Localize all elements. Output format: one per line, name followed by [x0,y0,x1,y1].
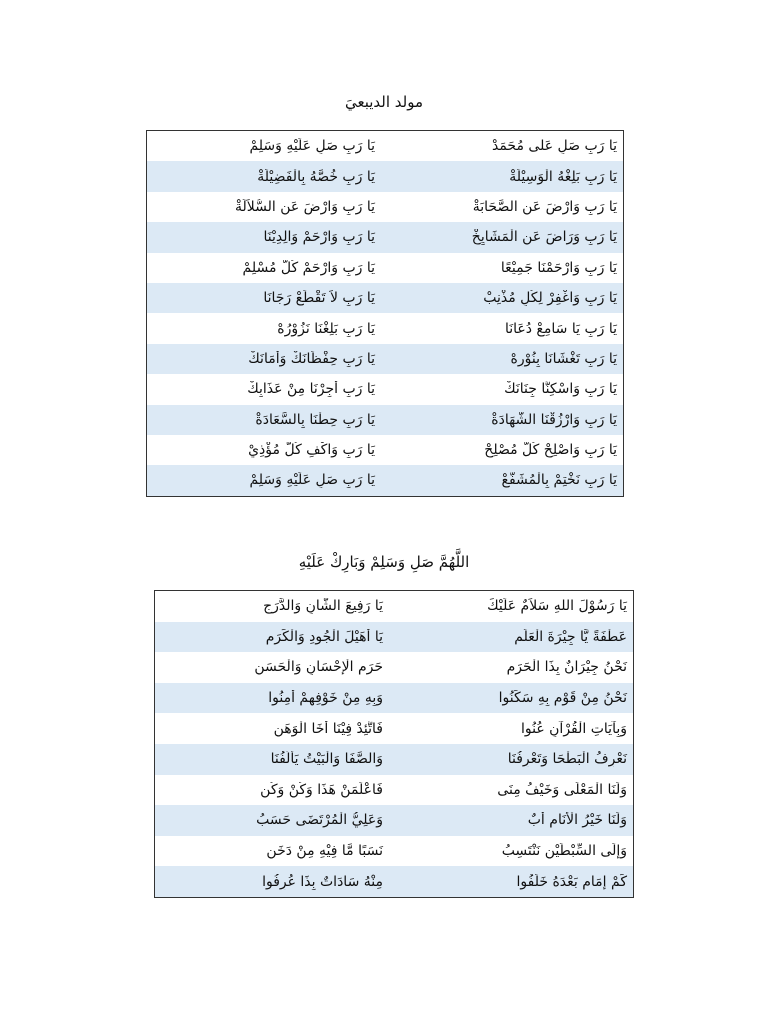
table-row [147,283,623,313]
verse-first-half: يَا رَبِ وَارْزُقْنَا الشَّهَادَةْ [491,411,617,428]
section-title-salawat: اللَّهُمَّ صَلِ وَسَلِمْ وَبَارِكْ عَلَيْهِ [298,553,470,571]
poem-table-ya-rasulallah [154,590,634,898]
verse-first-half: يَا رَبِ نَخْتِمْ بِالْمُشَفَّعْ [501,472,617,489]
verse-second-half: وَالصَّفَا وَالْبَيْتُ يَأْلُفُنَا [270,751,383,768]
verse-first-half: وَلَنَا خَيْرُ الْأَنَامِ أَبٌ [527,812,627,829]
verse-first-half: نَحْنُ مِنْ قَوْمٍ بِهِ سَكَنُوا [498,690,627,707]
table-row [147,435,623,465]
verse-second-half: يَا رَبِ حِطْنَا بِالسَّعَادَةْ [255,411,375,428]
verse-first-half: كَمْ إِمَامٍ بَعْدَهُ خَلَفُوا [516,873,627,890]
table-row [147,374,623,404]
verse-first-half: يَا رَبِ وَارْضَ عَنِ الصَّحَابَةْ [472,198,617,215]
verse-first-half: يَا رَبِ بَلِغْهُ الْوَسِيْلَةْ [509,168,617,185]
table-row [147,131,623,161]
verse-first-half: يَا رَبِ تَغْشَانَا بِنُوْرِهْ [510,350,617,367]
table-row [147,465,623,495]
table-row [155,622,633,653]
verse-first-half: نَعْرِفُ الْبَطْحَا وَتَعْرِفُنَا [507,751,627,768]
table-row [147,253,623,283]
table-row [155,683,633,714]
verse-second-half: وَبِهِ مِنْ خَوْفِهِمْ أَمِنُوا [268,690,383,707]
verse-second-half: يَا رَبِ وَارْحَمْ كُلَّ مُسْلِمْ [242,259,375,276]
table-row [147,313,623,343]
table-row [147,405,623,435]
verse-second-half: يَا أُهَيْلَ الْجُودِ وَالْكَرَمِ [265,628,383,645]
table-row [147,222,623,252]
verse-second-half: فَاعْلَمَنْ هَذَا وَكُنْ وَكُنِ [260,781,383,798]
verse-second-half: فَاتَّئِدْ فِيْنَا أَخَا الْوَهَنِ [273,720,383,737]
verse-second-half: يَا رَبِ أَجِرْنَا مِنْ عَذَابِكْ [247,381,375,398]
table-row [155,713,633,744]
table-row [147,344,623,374]
table-row [155,836,633,867]
table-row [147,192,623,222]
verse-first-half: يَا رَبِ وَاصْلِحْ كُلَّ مُصْلِحْ [484,442,617,459]
verse-second-half: يَا رَبِ وَارْضَ عَنِ السُّلاَلَةْ [234,198,375,215]
verse-first-half: نَحْنُ جِيْرَانٌ بِذَا الْحَرَمِ [506,659,627,676]
table-row [155,744,633,775]
verse-second-half: يَا رَبِ لاَ تَقْطَعْ رَجَانَا [263,290,375,307]
verse-first-half: يَا رَبِ صَلِ عَلى مُحَمَدْ [491,138,617,155]
verse-first-half: وَإِلَى السِّبْطَيْنِ نَنْتَسِبُ [501,843,627,860]
verse-second-half: يَا رَبِ وَاكْفِ كُلَّ مُؤْذِيْ [248,442,375,459]
verse-second-half: يَا رَبِ صَلِ عَلَيْهِ وَسَلِمْ [249,138,375,155]
table-row [155,805,633,836]
verse-first-half: يَا رَبِ وَارْحَمْنَا جَمِيْعًا [500,259,617,276]
verse-first-half: عَطْفَةً يَّا جِيْرَةَ الْعَلَمِ [514,628,627,645]
verse-second-half: يَا رَبِ حِفْظَانَكْ وَأَمَانَكْ [248,350,375,367]
verse-second-half: يَا رَبِ خُصَّهُ بِالْفَضِيْلَةْ [257,168,375,185]
verse-first-half: يَا رَبِ وَاسْكِنَّا جِنَانَكْ [504,381,617,398]
table-row [155,775,633,806]
verse-first-half: يَا رَبِ يَا سَامِعْ دُعَانَا [504,320,617,337]
verse-second-half: نَسَبًا مَّا فِيْهِ مِنْ دَخَنِ [266,843,383,860]
table-row [147,161,623,191]
verse-first-half: وَلَنَا الْمَعْلَى وَخَيْفُ مِنَى [497,781,627,798]
poem-table-ya-rabbi [146,130,624,497]
verse-first-half: يَا رَبِ وَرَاضَ عَنِ الْمَشَايِخْ [471,229,617,246]
section-title-mawlid-addaybai: مولد الديبعيَ [344,93,424,111]
verse-second-half: يَا رَفِيعَ الشَّانِ وَالدَّرَجِ [263,598,383,615]
verse-second-half: وَعَلِيُّ الْمُرْتَضَى حَسَبُ [256,812,383,829]
verse-second-half: يَا رَبِ صَلِ عَلَيْهِ وَسَلِمْ [249,472,375,489]
table-row [155,591,633,622]
verse-second-half: حَرَمِ الْإِحْسَانِ وَالْحَسَنِ [254,659,383,676]
verse-first-half: يَا رَسُوْلَ اللهِ سَلاَمٌ عَلَيْكَ [487,598,627,615]
verse-first-half: يَا رَبِ وَاغْفِرْ لِكُلِ مُذْنِبْ [483,290,617,307]
table-row [155,652,633,683]
table-row [155,866,633,897]
verse-first-half: وَبِآيَاتِ الْقُرْآنِ عُنُوا [521,720,627,737]
verse-second-half: يَا رَبِ بَلِغْنَا نَزُوْرُهْ [277,320,375,337]
verse-second-half: يَا رَبِ وَارْحَمْ وَالِدِيْنَا [263,229,375,246]
verse-second-half: مِنْهُ سَادَاتٌ بِذَا عُرِفُوا [262,873,383,890]
